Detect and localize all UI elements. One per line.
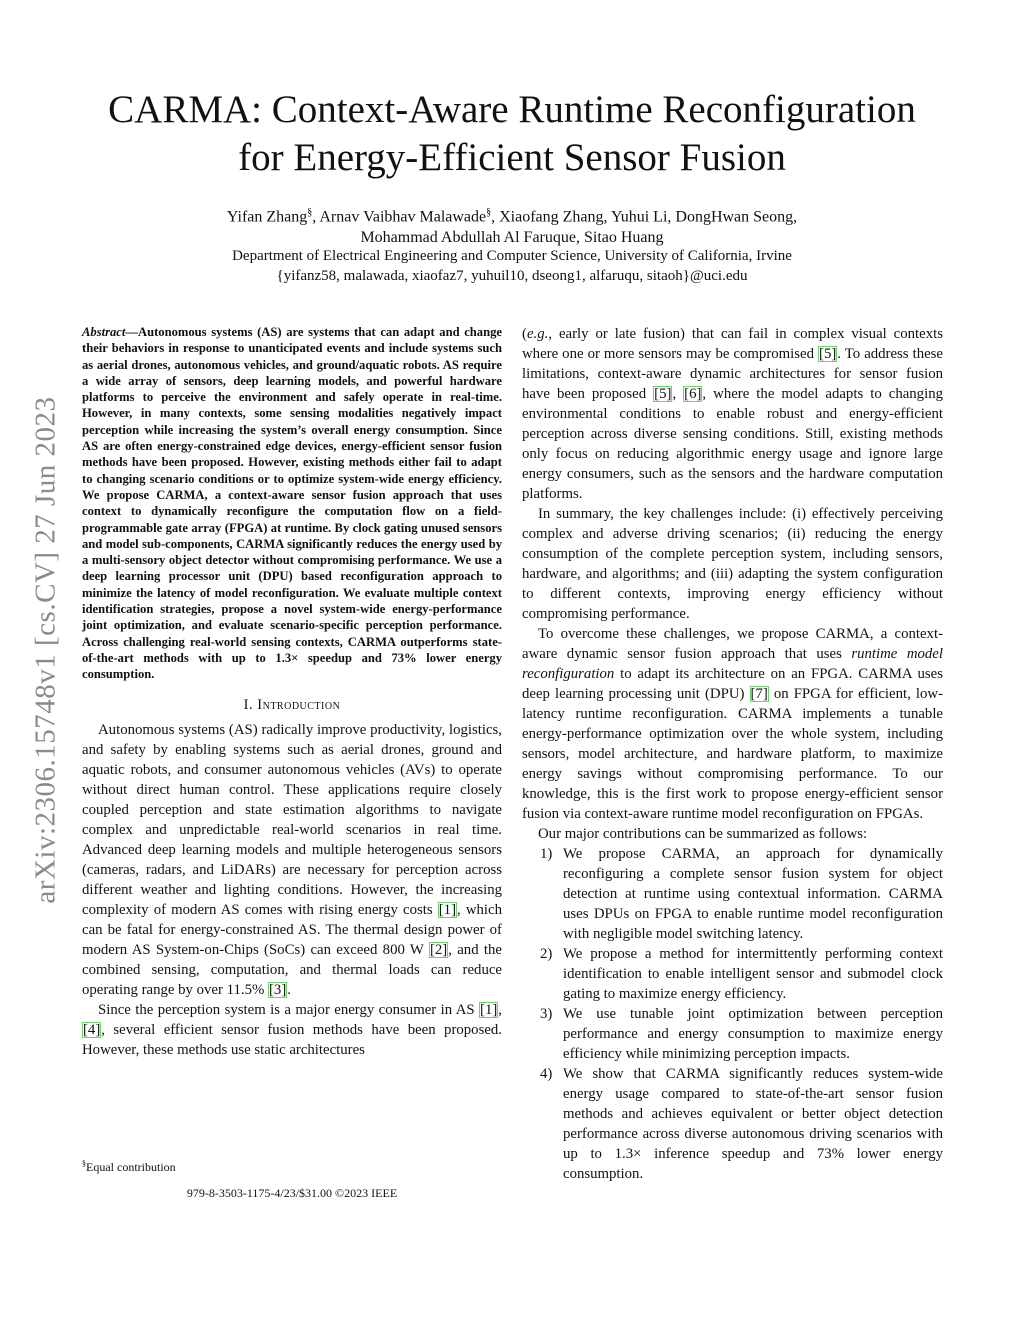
left-column bbox=[82, 324, 502, 1060]
authors-line-1 bbox=[60, 202, 964, 227]
paragraph-text: Since the perception system is a major energy consumer in AS bbox=[98, 1001, 480, 1018]
intro-paragraph-2: Since the perception system is a major energy consumer in AS [1], [4], several efficient sensor fusion methods have been proposed. However, these methods use static architectures bbox=[82, 1001, 502, 1058]
list-item-text: We show that CARMA significantly reduces system-wide energy usage compared to state-of-the-art sensor fusion methods and achieves equivalent or better object detection performance across diverse autonomous driving scenarios with up to 1.3× inference speedup and 73% lower energy consumption. bbox=[563, 1066, 943, 1182]
author-emails: {yifanz58, malawada, xiaofaz7, yuhuil10, dseong1, alfaruqu, sitaoh}@uci.edu bbox=[276, 268, 748, 284]
section-number: I. bbox=[243, 696, 254, 713]
paragraph-text: . bbox=[287, 981, 291, 998]
paragraph-text: . To address these limitations, context-aware dynamic architectures for sensor fusion have been proposed bbox=[522, 346, 943, 402]
list-item-number: 3) bbox=[540, 1006, 553, 1022]
author-list bbox=[60, 202, 964, 248]
intro-paragraph-4: In summary, the key challenges include: (i) effectively perceiving complex and adverse driving scenarios; (ii) reducing the energy consumption of the complete perception system, including sensors, hardware, and algorithms; and (iii) adapting the system configuration to different contexts, improving energy efficiency without compromising performance. bbox=[522, 506, 943, 622]
abstract-text: —Autonomous systems (AS) are systems that can adapt and change their behaviors in response to unanticipated events and include systems such as aerial drones, autonomous vehicles, and ground/aquatic robots. AS require a wide array of sensors, deep learning models, and powerful hardware platforms to perceive the environment and safely operate in real-time. However, in many contexts, some sensing modalities negatively impact perception while increasing the system’s overall energy consumption. Since AS are often energy-constrained edge devices, energy-efficient sensor fusion methods have been proposed. However, existing methods either fail to adapt to changing scenario conditions or to optimize system-wide energy efficiency. We propose CARMA, a context-aware sensor fusion approach that uses context to dynamically reconfigure the computation flow on a field-programmable gate array (FPGA) at runtime. By clock gating unused sensors and model sub-components, CARMA significantly reduces the energy used by a multi-sensory object detector without compromising performance. We use a deep learning processor unit (DPU) based reconfiguration approach to minimize the latency of model reconfiguration. We evaluate multiple context identification strategies, propose a novel system-wide energy-performance joint optimization, and evaluate scenario-specific perception performance. Across challenging real-world sensing contexts, CARMA outperforms state-of-the-art methods with up to 1.3× speedup and 73% lower energy consumption. bbox=[82, 325, 502, 682]
abstract-label: Abstract bbox=[82, 325, 126, 339]
paragraph-text: To overcome these challenges, we propose CARMA, a context-aware dynamic sensor fusion approach that uses bbox=[522, 626, 943, 662]
section-heading-introduction bbox=[82, 697, 502, 714]
paragraph-text: , and the combined sensing, computation, and thermal loads can reduce operating range by over 11.5% bbox=[82, 941, 502, 998]
citation-link[interactable]: [7] bbox=[750, 686, 768, 702]
author-text: Yifan Zhang bbox=[226, 208, 308, 226]
list-item-number: 1) bbox=[540, 846, 553, 862]
authors-line-2: Mohammad Abdullah Al Faruque, Sitao Huang bbox=[360, 229, 664, 247]
paragraph-text: on FPGA for efficient, low-latency runtime reconfiguration. CARMA implements a tunable energy-performance optimization over the whole system, including sensors, model architecture, and hardware platform, to maximize energy savings without compromising performance. To our knowledge, this is the first work to propose energy-efficient sensor fusion via context-aware runtime model reconfiguration on FPGAs. bbox=[522, 686, 943, 822]
list-item-text: We propose a method for intermittently performing context identification to enable intelligent sensor and submodel clock gating to maximize energy efficiency. bbox=[563, 946, 943, 1002]
footnote-mark: § bbox=[82, 1159, 86, 1168]
author-text: , Arnav Vaibhav Malawade bbox=[312, 208, 487, 226]
list-item bbox=[522, 844, 943, 944]
intro-paragraph-5 bbox=[522, 624, 943, 824]
citation-link[interactable]: [5] bbox=[654, 386, 672, 402]
author-text: , Xiaofang Zhang, Yuhui Li, DongHwan Seong, bbox=[491, 208, 798, 226]
intro-paragraph-1 bbox=[82, 720, 502, 1000]
citation-link[interactable]: [6] bbox=[684, 386, 702, 402]
arxiv-identifier: arXiv:2306.15748v1 [cs.CV] 27 Jun 2023 bbox=[29, 396, 62, 904]
citation-link[interactable]: [1] bbox=[438, 901, 457, 918]
emphasis-text: runtime model reconfiguration bbox=[522, 646, 943, 682]
contribution-list bbox=[522, 844, 943, 1184]
citation-link[interactable]: [3] bbox=[269, 981, 287, 998]
citation-link[interactable]: [2] bbox=[429, 941, 448, 958]
list-item-number: 2) bbox=[540, 946, 553, 962]
list-item-number: 4) bbox=[540, 1066, 553, 1082]
citation-link[interactable]: [5] bbox=[819, 346, 837, 362]
right-column bbox=[522, 324, 943, 1184]
paragraph-text: , early or late fusion) that can fail in complex visual contexts where one or more sensors may be compromised bbox=[522, 326, 943, 362]
list-item bbox=[522, 944, 943, 1004]
intro-paragraph-3: (e.g., early or late fusion) that can fail in complex visual contexts where one or more sensors may be compromised [5]. To address these limitations, context-aware dynamic architectures for sensor fusion have been proposed [5], [6], where the model adapts to changing environmental conditions to enable robust and energy-efficient perception across diverse sensing conditions. Still, existing methods only focus on reducing algorithmic energy usage and ignore large energy consumers, such as the sensors and the hardware computation platforms. bbox=[522, 326, 943, 502]
arxiv-sidebar bbox=[20, 350, 72, 950]
eg-abbrev: e.g. bbox=[526, 326, 549, 342]
copyright-notice: 979-8-3503-1175-4/23/$31.00 ©2023 IEEE bbox=[186, 1186, 398, 1200]
list-item bbox=[522, 1064, 943, 1184]
title-line-2: for Energy-Efficient Sensor Fusion bbox=[238, 136, 786, 179]
intro-paragraph-6: Our major contributions can be summarized as follows: bbox=[538, 826, 868, 842]
affiliation-block bbox=[60, 246, 964, 286]
equal-contribution-mark: § bbox=[486, 207, 492, 218]
list-item-text: We propose CARMA, an approach for dynamically reconfiguring a complete sensor fusion system for object detection at runtime using contextual information. CARMA uses DPUs on FPGA to enable runtime model reconfiguration with negligible model switching latency. bbox=[563, 846, 943, 942]
paragraph-text: , where the model adapts to changing environmental conditions to enable robust and energy-efficient perception across diverse sensing conditions. Still, existing methods only focus on reducing algorithmic energy usage and ignore large energy consumers, such as the sensors and the hardware computation platforms. bbox=[522, 386, 943, 502]
list-item-text: We use tunable joint optimization between perception performance and energy consumption to maximize energy efficiency while minimizing perception impacts. bbox=[563, 1006, 943, 1062]
paragraph-text: Autonomous systems (AS) radically improve productivity, logistics, and safety by enabling systems such as aerial drones, ground and aquatic robots, and consumer autonomous vehicles (AVs) to operate without direct human control. These applications require closely coupled perception and state estimation algorithms to navigate complex and unpredictable real-world scenarios in real time. Advanced deep learning models and multiple heterogeneous sensors (cameras, radars, and LiDARs) are necessary for perception across different weather and lighting conditions. However, the increasing complexity of modern AS comes with rising energy costs bbox=[82, 721, 502, 918]
citation-link[interactable]: [1] bbox=[480, 1001, 498, 1018]
title-line-1: CARMA: Context-Aware Runtime Reconfiguration bbox=[108, 88, 916, 131]
footnote-text: Equal contribution bbox=[86, 1160, 176, 1174]
equal-contribution-mark: § bbox=[307, 207, 313, 218]
paragraph-text: to adapt its architecture on an FPGA. CARMA uses deep learning processing unit (DPU) bbox=[522, 666, 943, 702]
citation-link[interactable]: [4] bbox=[83, 1021, 101, 1038]
abstract bbox=[82, 324, 502, 683]
affiliation: Department of Electrical Engineering and Computer Science, University of California, Irvine bbox=[232, 248, 792, 264]
list-item bbox=[522, 1004, 943, 1064]
section-title: Introduction bbox=[257, 696, 341, 713]
footnote bbox=[82, 1159, 502, 1175]
paragraph-text: , which can be fatal for energy-constrained AS. The thermal design power of modern AS System-on-Chips (SoCs) can exceed 800 W bbox=[82, 901, 503, 958]
paper-title bbox=[60, 86, 964, 182]
paragraph-text: , several efficient sensor fusion methods have been proposed. However, these methods use static architectures bbox=[82, 1021, 502, 1058]
